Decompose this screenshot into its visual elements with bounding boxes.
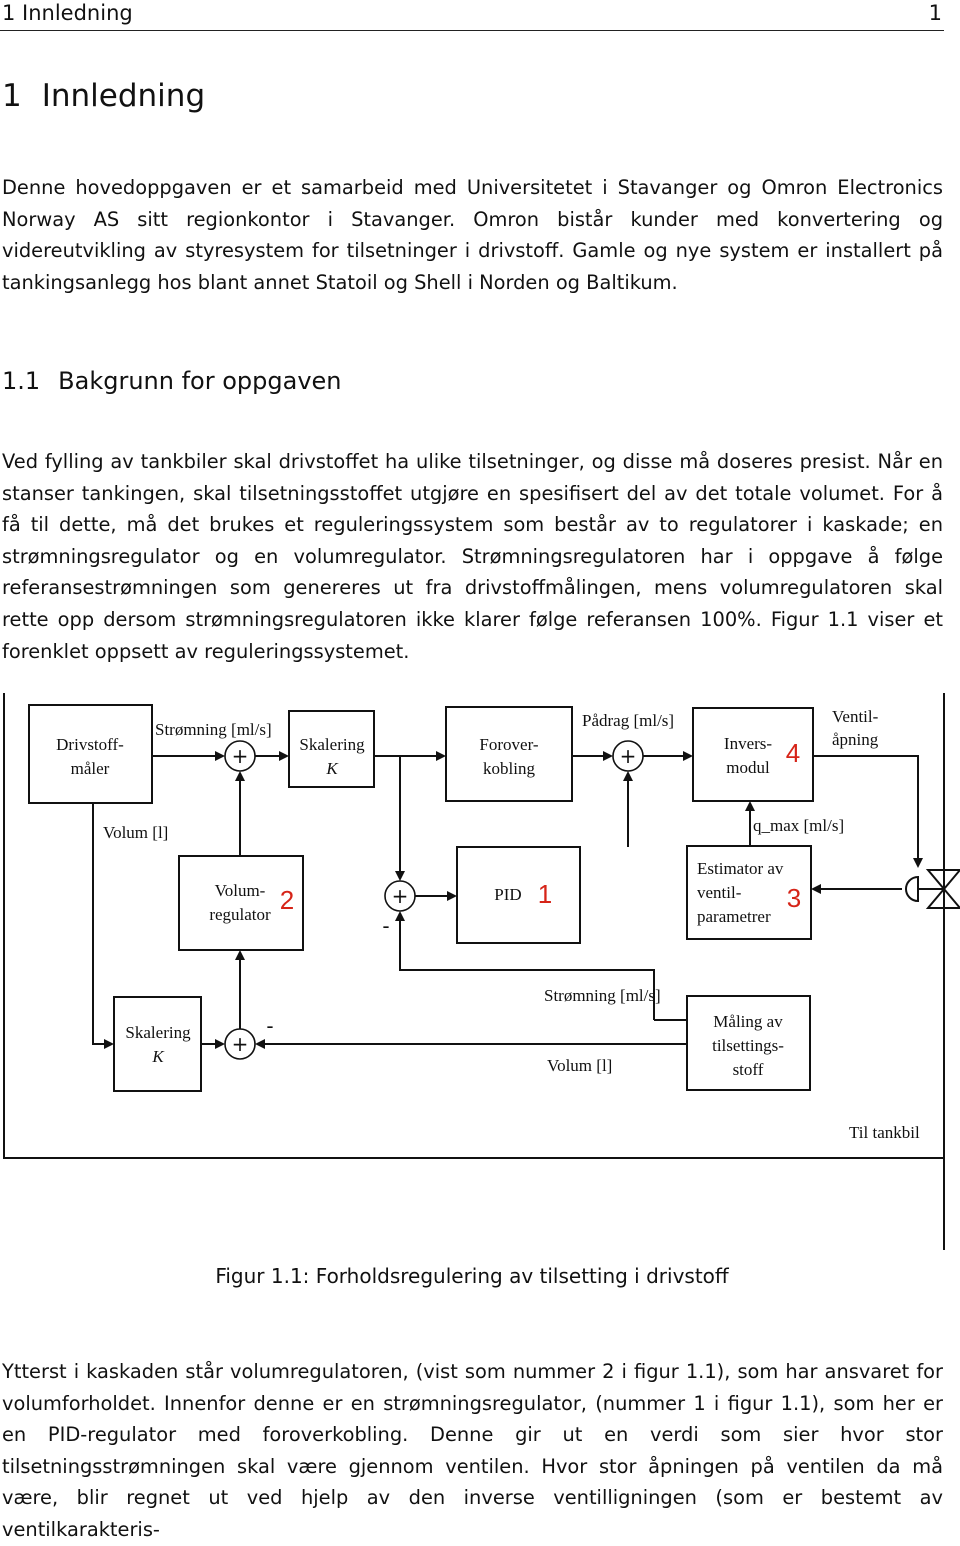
maling-line1: Måling av <box>713 1012 783 1031</box>
figure-caption: Figur 1.1: Forholdsregulering av tilsetting i drivstoff <box>215 1264 729 1288</box>
arrowhead <box>235 771 245 781</box>
arrowhead <box>447 891 457 901</box>
section-heading <box>2 364 342 398</box>
chapter-number: 1 <box>2 78 22 114</box>
arrowhead <box>104 1039 114 1049</box>
inversmodul-number: 4 <box>785 738 801 768</box>
arrowhead <box>215 1039 225 1049</box>
sum-junction-middle-sign: + <box>391 884 409 908</box>
arrowhead <box>811 884 821 894</box>
running-header <box>0 0 944 31</box>
arrowhead <box>215 751 225 761</box>
label-volum-bottom: Volum [l] <box>547 1056 613 1075</box>
estimator-line2: ventil- <box>697 883 742 902</box>
arrowhead <box>436 751 446 761</box>
block-diagram <box>0 690 960 1250</box>
label-stromning-bottom: Strømning [ml/s] <box>544 986 661 1005</box>
inversmodul-line2: modul <box>726 758 770 777</box>
volumregulator-line1: Volum- <box>214 881 266 900</box>
label-padrag: Pådrag [ml/s] <box>582 711 675 730</box>
closing-paragraph: Ytterst i kaskaden står volumregulatoren, (vist som nummer 2 i figur 1.1), som har ansvaret for volumforholdet. Innenfor denne er en strømningsregulator, (nummer 1 i figur 1.1), som her er en PID-regulator med foroverkobling. Denne gir ut en verdi som sier hvor stor tilsetningsstrømningen skal være gjennom ventilen. Hvor stor åpningen på ventilen da må være, blir regnet ut ved hjelp av den inverse ventilligningen (som er bestemt av ventilkarakteris- <box>2 1360 943 1541</box>
label-volum-top: Volum [l] <box>103 823 169 842</box>
drivstoffmaler-block <box>29 705 152 803</box>
label-ventil-line1: Ventil- <box>832 707 879 726</box>
label-til-tankbil: Til tankbil <box>849 1123 920 1142</box>
volumregulator-line2: regulator <box>209 905 271 924</box>
arrowhead <box>235 950 245 960</box>
skalering-top-line1: Skalering <box>299 735 365 754</box>
skalering-top-k: K <box>326 759 338 778</box>
drivstoffmaler-line2: måler <box>70 759 110 778</box>
section-paragraph: Ved fylling av tankbiler skal drivstoffet ha ulike tilsetninger, og disse må doseres presist. Når en stanser tankingen, skal tilsetningsstoffet utgjøre en spesifisert del av det totale volumet. For å få til dette, må det brukes et reguleringssystem som består av to regulatorer i kaskade; en strømningsregulator og en volumregulator. Strømningsregulatoren har i oppgave å følge referansestrømningen som genereres ut fra drivstoffmålingen, mens volumregulatoren skal rette opp dersom strømningsregulatoren ikke klarer følge referansen 100%. Figur 1.1 viser et forenklet oppsett av reguleringssystemet. <box>2 450 943 663</box>
pid-label: PID <box>494 885 522 904</box>
arrowhead <box>623 771 633 781</box>
block-diagram-figure <box>0 690 960 1250</box>
signal-invers-to-valve <box>813 756 918 866</box>
skalering-bottom-line1: Skalering <box>125 1023 191 1042</box>
chapter-title: Innledning <box>41 78 206 114</box>
sum-junction-top-left-sign: + <box>231 744 249 768</box>
estimator-number: 3 <box>786 883 802 913</box>
foroverkobling-line1: Forover- <box>479 735 539 754</box>
estimator-line1: Estimator av <box>697 859 784 878</box>
chapter-heading <box>2 76 205 116</box>
arrowhead <box>395 871 405 881</box>
intro-paragraph: Denne hovedoppgaven er et samarbeid med Universitetet i Stavanger og Omron Electronics Norway AS sitt regionkontor i Stavanger. Omron bistår kunder med konvertering og videreutvikling av styresystem for tilsetninger i drivstoff. Gamle og nye system er installert på tankingsanlegg hos blant annet Statoil og Shell i Norden og Baltikum. <box>2 176 943 294</box>
drivstoffmaler-line1: Drivstoff- <box>56 735 124 754</box>
arrowhead <box>683 751 693 761</box>
skalering-bottom-block <box>114 997 201 1091</box>
sum-junction-bottom-minus: - <box>266 1014 274 1038</box>
foroverkobling-line2: kobling <box>483 759 535 778</box>
header-chapter: 1 Innledning <box>2 1 133 25</box>
arrowhead <box>745 801 755 811</box>
enclosure-line <box>4 693 944 1158</box>
sum-junction-top-right-sign: + <box>619 744 637 768</box>
arrowhead <box>255 1039 265 1049</box>
maling-line3: stoff <box>732 1060 764 1079</box>
valve-icon <box>906 870 960 908</box>
section-number: 1.1 <box>2 367 41 395</box>
header-page-number: 1 <box>928 1 942 25</box>
skalering-bottom-k: K <box>152 1047 164 1066</box>
inversmodul-line1: Invers- <box>723 734 773 753</box>
foroverkobling-block <box>446 707 572 801</box>
volumregulator-number: 2 <box>279 885 295 915</box>
arrowhead <box>395 911 405 921</box>
label-stromning-top: Strømning [ml/s] <box>155 720 272 739</box>
arrowhead <box>603 751 613 761</box>
arrowhead <box>913 858 923 868</box>
maling-line2: tilsettings- <box>712 1036 784 1055</box>
pid-number: 1 <box>537 879 553 909</box>
label-qmax: q_max [ml/s] <box>753 816 845 835</box>
estimator-line3: parametrer <box>697 907 771 926</box>
arrowhead <box>279 751 289 761</box>
sum-junction-middle-minus: - <box>382 914 390 938</box>
sum-junction-bottom-sign: + <box>231 1032 249 1056</box>
label-ventil-line2: åpning <box>832 730 879 749</box>
section-title: Bakgrunn for oppgaven <box>58 367 342 395</box>
